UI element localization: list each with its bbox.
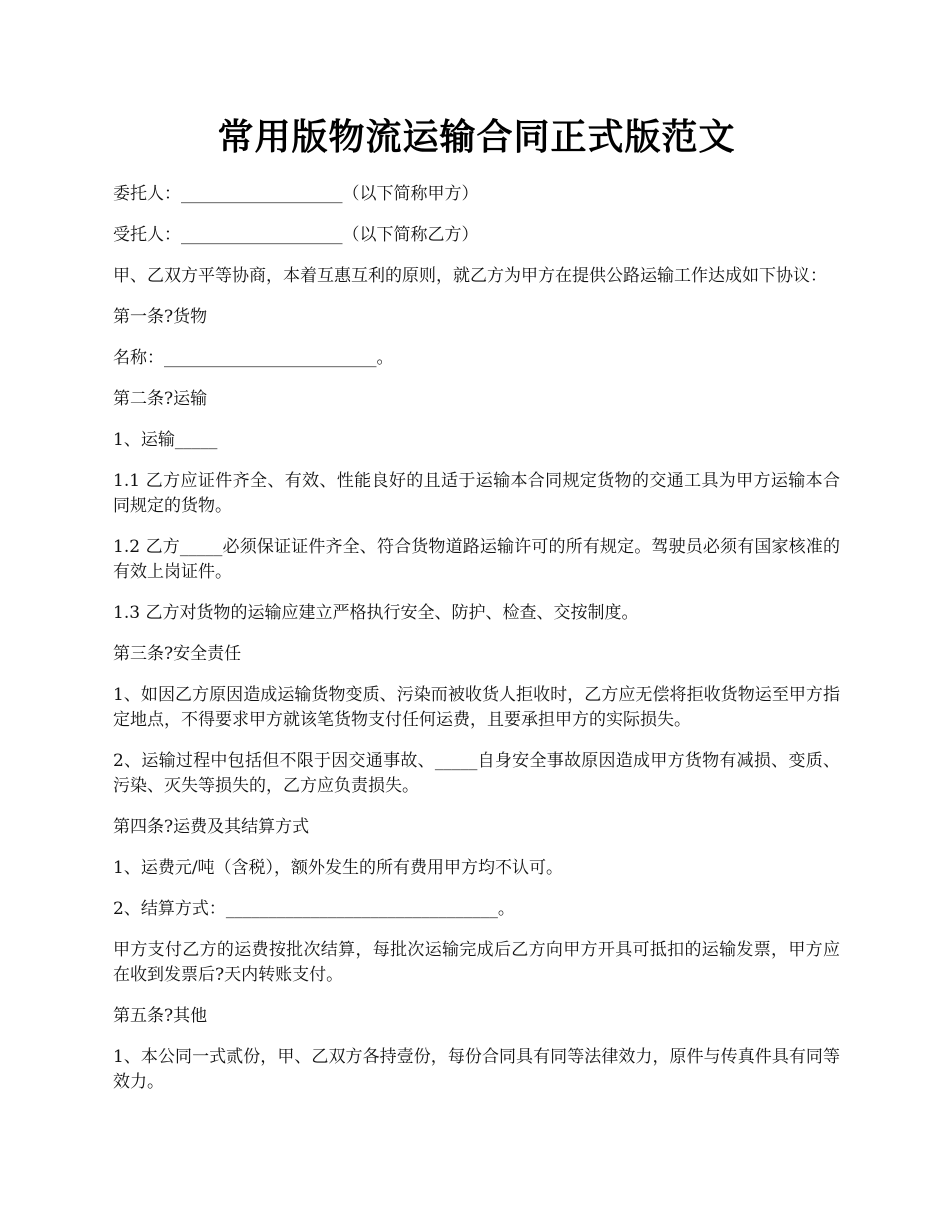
article-3-heading: 第三条?安全责任 — [113, 644, 242, 664]
fee-item-2: 2、结算方式：________________________________。 — [113, 899, 515, 919]
safety-item-2: 2、运输过程中包括但不限于因交通事故、_____自身安全事故原因造成甲方货物有减损、变质、污染、灭失等损失的，乙方应负责损失。 — [113, 751, 840, 796]
article-1-heading: 第一条?货物 — [113, 307, 208, 327]
transport-item-1-3: 1.3 乙方对货物的运输应建立严格执行安全、防护、检查、交按制度。 — [113, 603, 639, 623]
safety-item-1: 1、如因乙方原因造成运输货物变质、污染而被收货人拒收时，乙方应无偿将拒收货物运至甲方指定地点，不得要求甲方就该笔货物支付任何运费，且要承担甲方的实际损失。 — [113, 685, 840, 730]
transport-item-1: 1、运输_____ — [113, 430, 218, 450]
article-5-heading: 第五条?其他 — [113, 1006, 208, 1026]
article-4-heading: 第四条?运费及其结算方式 — [113, 817, 310, 837]
payment-terms: 甲方支付乙方的运费按批次结算，每批次运输完成后乙方向甲方开具可抵扣的运输发票，甲方应在收到发票后?天内转账支付。 — [113, 940, 840, 985]
fee-item-1: 1、运费元/吨（含税），额外发生的所有费用甲方均不认可。 — [113, 858, 564, 878]
transport-item-1-2: 1.2 乙方_____必须保证证件齐全、符合货物道路运输许可的所有规定。驾驶员必须有国家核准的有效上岗证件。 — [113, 537, 840, 582]
other-item-1: 1、本公同一式贰份，甲、乙双方各持壹份，每份合同具有同等法律效力，原件与传真件具有同等效力。 — [113, 1047, 840, 1092]
document-title: 常用版物流运输合同正式版范文 — [217, 116, 736, 158]
clause-principal-line: 委托人：___________________（以下简称甲方） — [113, 184, 479, 204]
transport-item-1-1: 1.1 乙方应证件齐全、有效、性能良好的且适于运输本合同规定货物的交通工具为甲方运输本合同规定的货物。 — [113, 471, 840, 516]
clause-preamble: 甲、乙双方平等协商，本着互惠互利的原则，就乙方为甲方在提供公路运输工作达成如下协议： — [113, 266, 827, 286]
goods-name-line: 名称：_________________________。 — [113, 348, 394, 368]
clause-agent-line: 受托人：___________________（以下简称乙方） — [113, 225, 479, 245]
article-2-heading: 第二条?运输 — [113, 389, 208, 409]
